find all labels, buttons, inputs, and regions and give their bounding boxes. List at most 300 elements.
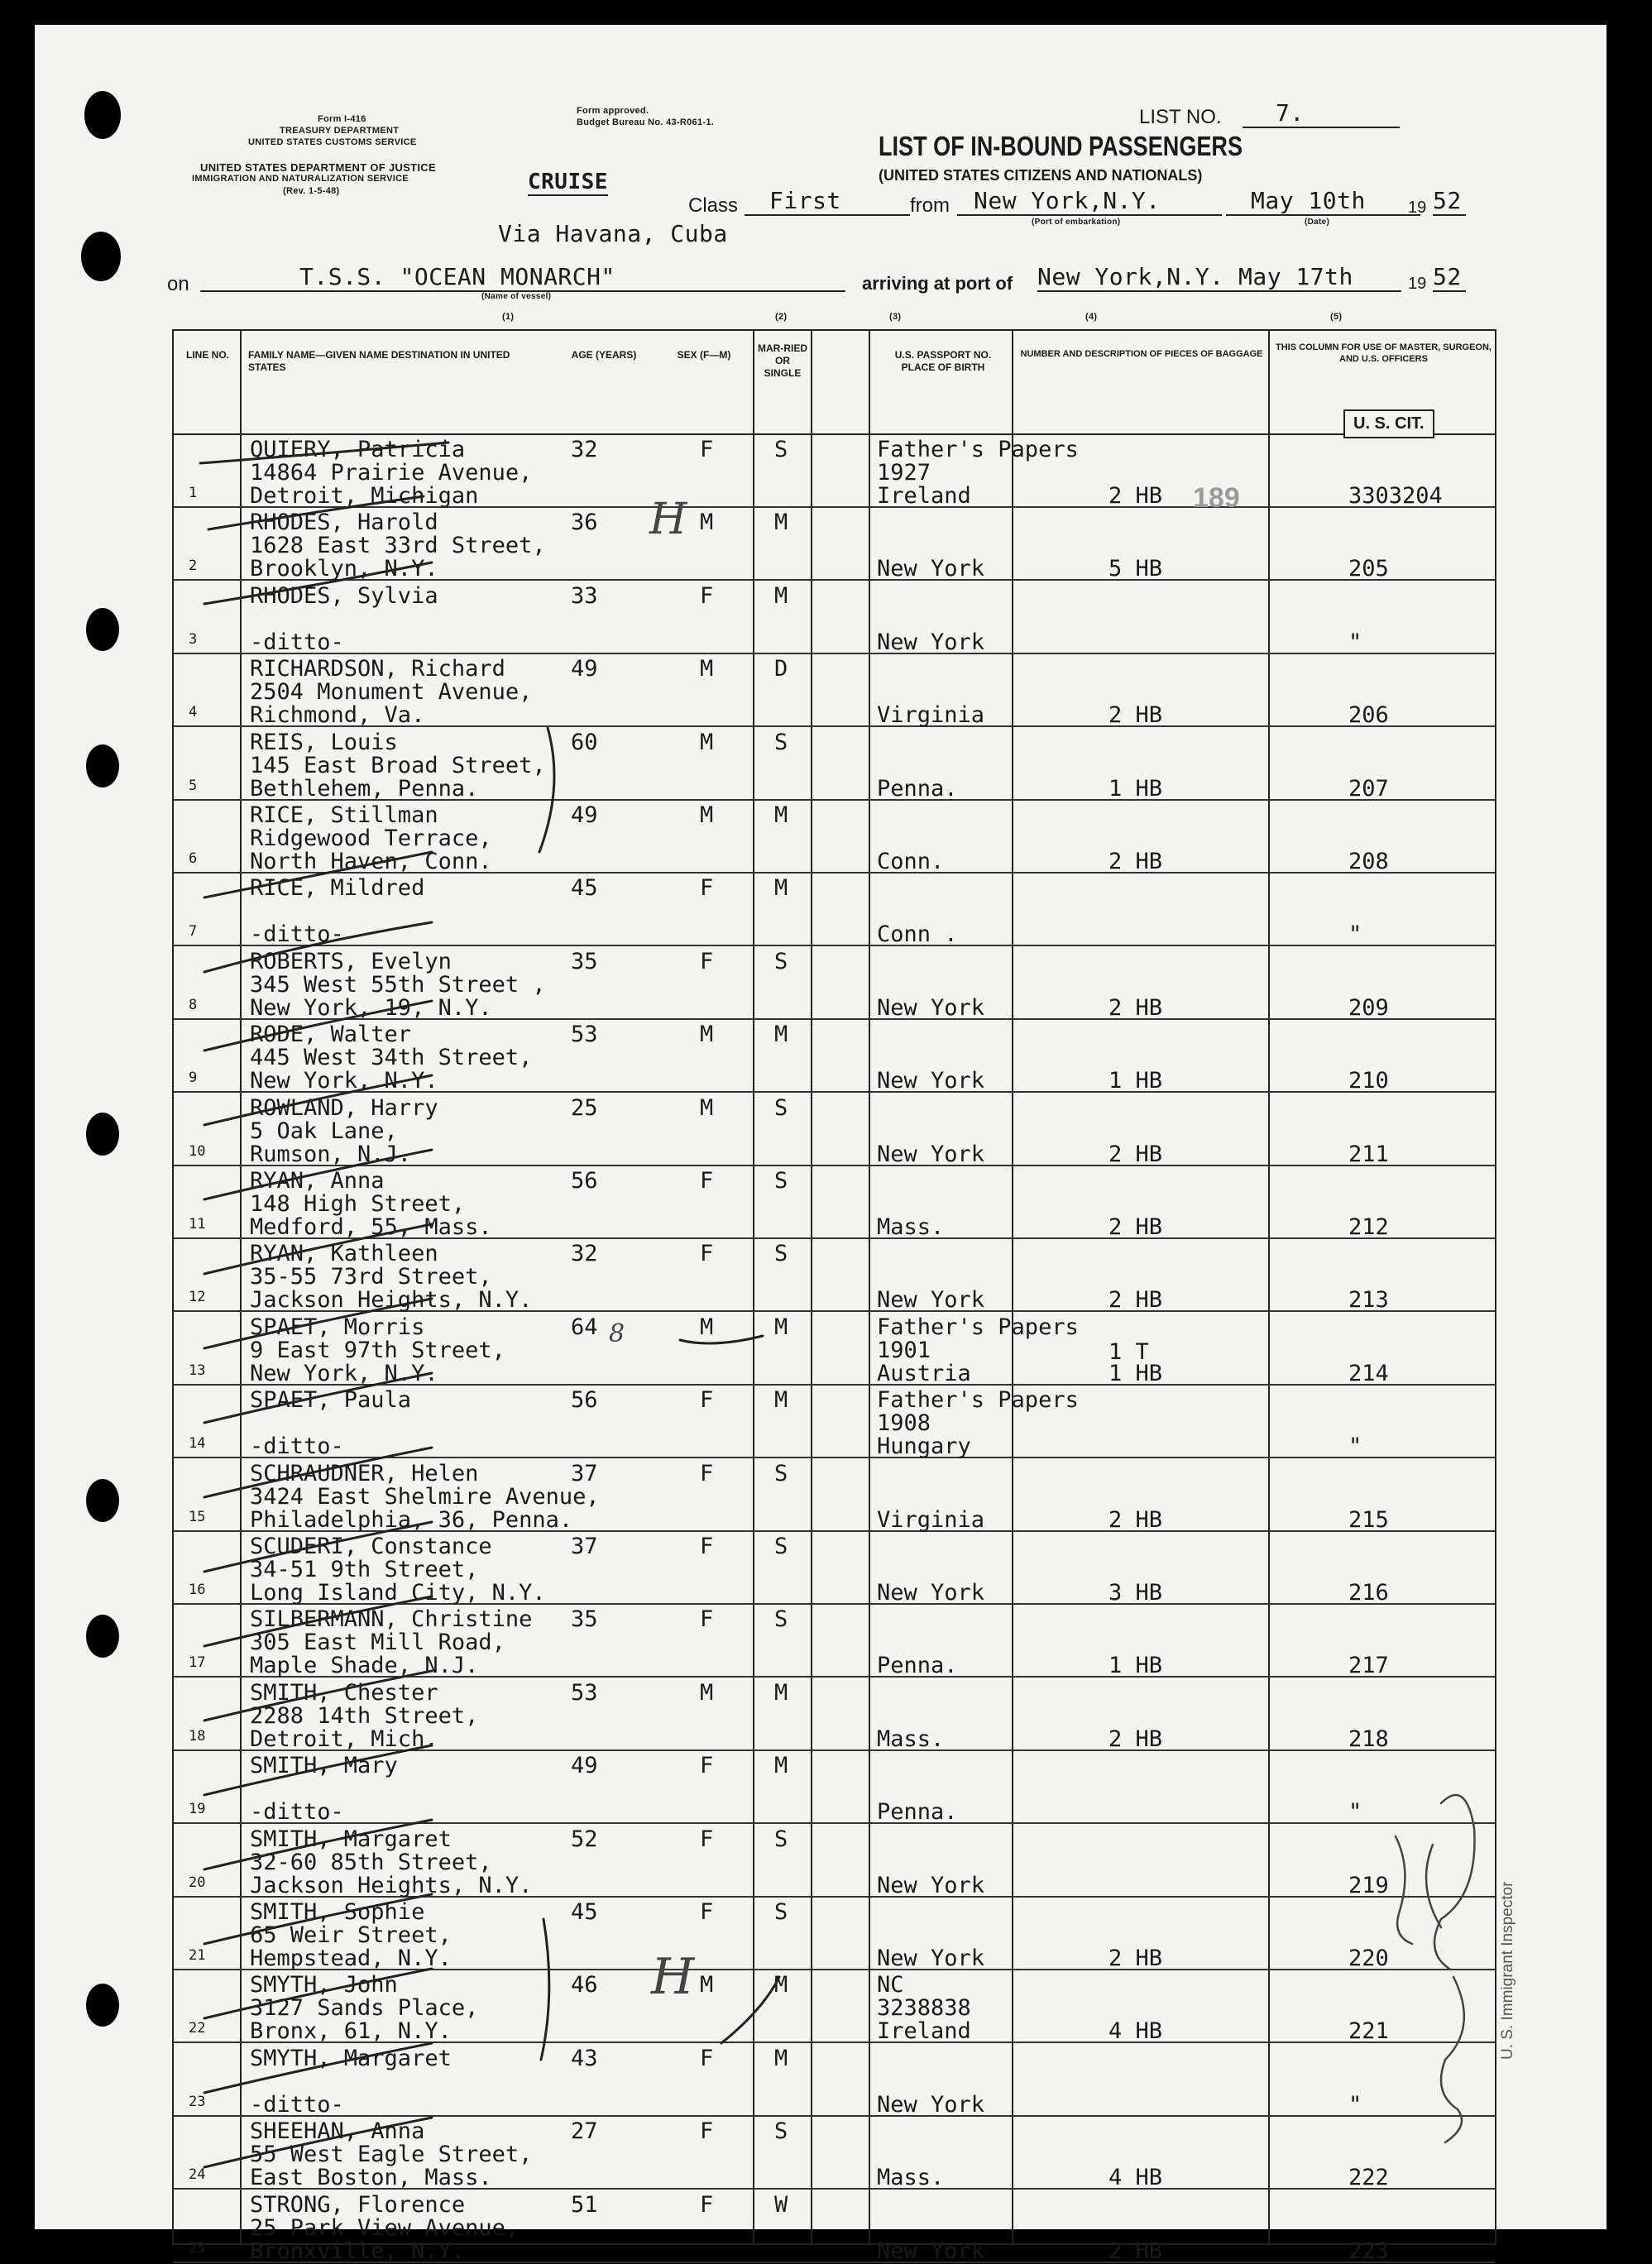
- age: 60: [571, 729, 598, 755]
- arriving-label: arriving at port of: [862, 273, 1013, 294]
- age: 49: [571, 656, 598, 682]
- address-city: -ditto-: [250, 2091, 344, 2118]
- sex: M: [700, 1022, 714, 1048]
- marital-status: S: [774, 1534, 788, 1559]
- cruise-label: CRUISE: [528, 170, 608, 194]
- marital-status: S: [774, 1094, 788, 1121]
- page-subtitle: (UNITED STATES CITIZENS AND NATIONALS): [879, 167, 1203, 184]
- officer-use: 206: [1348, 702, 1389, 729]
- address-city: Jackson Heights, N.Y.: [250, 1872, 533, 1898]
- sex: F: [700, 1534, 714, 1559]
- check-stroke: [204, 922, 432, 972]
- column-number: (2): [775, 312, 788, 322]
- pencil-bracket: [539, 728, 554, 852]
- officer-use: 219: [1348, 1872, 1389, 1898]
- check-stroke: [204, 1671, 432, 1721]
- address-city: North Haven, Conn.: [250, 849, 492, 874]
- line-number: 8: [189, 996, 198, 1013]
- place-of-birth: Penna.: [877, 775, 958, 802]
- address-city: East Boston, Mass.: [250, 2165, 492, 2191]
- passenger-name: RICHARDSON, Richard: [250, 656, 505, 682]
- officer-use: 222: [1348, 2165, 1389, 2191]
- baggage: 4 HB: [1109, 2165, 1163, 2191]
- marital-status: S: [774, 729, 788, 755]
- sex: M: [700, 1314, 714, 1340]
- address-city: Rumson, N.J.: [250, 1141, 412, 1167]
- baggage-extra: 1 HB: [1109, 1360, 1163, 1386]
- place-of-birth: Virginia: [877, 702, 985, 729]
- check-stroke: [204, 1373, 432, 1423]
- check-stroke: [204, 1448, 432, 1497]
- column-number: (5): [1330, 312, 1343, 322]
- address-city: Maple Shade, N.J.: [250, 1653, 479, 1679]
- us-citizen-stamp: U. S. CIT.: [1343, 409, 1434, 438]
- marital-status: M: [774, 875, 788, 902]
- passport-line-1: Father's Papers: [877, 1314, 1079, 1340]
- header-married: MAR-RIED OR SINGLE: [758, 342, 807, 379]
- arrival-year: 52: [1433, 263, 1466, 292]
- sex: M: [700, 1094, 714, 1121]
- officer-use: 211: [1348, 1141, 1389, 1167]
- route-via: Via Havana, Cuba: [498, 220, 728, 247]
- baggage: 3 HB: [1109, 1580, 1163, 1606]
- officer-use: 214: [1348, 1360, 1389, 1386]
- officer-use: 212: [1348, 1214, 1389, 1240]
- line-number: 15: [189, 1508, 206, 1525]
- baggage: 2 HB: [1109, 702, 1163, 729]
- sex: F: [700, 875, 714, 902]
- passenger-name: SMITH, Chester: [250, 1679, 438, 1706]
- sex: F: [700, 1606, 714, 1633]
- address-city: Richmond, Va.: [250, 702, 425, 729]
- passenger-name: ROWLAND, Harry: [250, 1094, 438, 1121]
- passenger-name: RICE, Stillman: [250, 802, 438, 828]
- baggage: 2 HB: [1109, 1506, 1163, 1533]
- passenger-name: RYAN, Kathleen: [250, 1241, 438, 1267]
- line-number: 3: [189, 630, 198, 648]
- age: 56: [571, 1387, 598, 1414]
- address-street: 55 West Eagle Street,: [250, 2142, 533, 2168]
- address-city: New York, N.Y.: [250, 1068, 438, 1094]
- passenger-name: SMITH, Sophie: [250, 1899, 425, 1925]
- officer-use: 223: [1348, 2238, 1389, 2264]
- address-city: Bronx, 61, N.Y.: [250, 2018, 452, 2045]
- pencil-mark: 8: [609, 1319, 625, 1348]
- age: 46: [571, 1972, 598, 1998]
- pencil-mark: H: [649, 495, 687, 544]
- age: 53: [571, 1022, 598, 1048]
- dept-line: IMMIGRATION AND NATURALIZATION SERVICE: [192, 174, 409, 184]
- address-city: New York, N.Y.: [250, 1360, 438, 1386]
- sex: M: [700, 656, 714, 682]
- address-street: 34-51 9th Street,: [250, 1557, 479, 1582]
- page-title: LIST OF IN-BOUND PASSENGERS: [879, 131, 1243, 161]
- marital-status: M: [774, 1314, 788, 1340]
- age: 35: [571, 1606, 598, 1633]
- passenger-name: REIS, Louis: [250, 729, 398, 755]
- address-street: 65 Weir Street,: [250, 1922, 452, 1948]
- vessel-caption: (Name of vessel): [481, 292, 552, 301]
- officer-use: 213: [1348, 1287, 1389, 1314]
- check-stroke: [204, 1001, 432, 1051]
- passport-line-2: 3238838: [877, 1995, 971, 2022]
- place-of-birth: Conn .: [877, 921, 958, 948]
- line-number: 4: [189, 704, 198, 721]
- address-street: Ridgewood Terrace,: [250, 826, 492, 851]
- column-number: (4): [1085, 312, 1098, 322]
- officer-use: ": [1348, 1434, 1362, 1460]
- marital-status: S: [774, 1826, 788, 1852]
- check-stroke: [204, 2118, 432, 2167]
- class-label: Class: [688, 194, 739, 217]
- place-of-birth: Penna.: [877, 1799, 958, 1826]
- marital-status: M: [774, 1972, 788, 1998]
- address-street: 25 Park View Avenue,: [250, 2214, 520, 2241]
- address-city: Detroit, Michigan: [250, 483, 479, 509]
- marital-status: M: [774, 1753, 788, 1779]
- age: 33: [571, 582, 598, 609]
- check-stroke: [204, 562, 432, 604]
- age: 36: [571, 510, 598, 536]
- place-of-birth: New York: [877, 1580, 985, 1606]
- check-stroke: [204, 1522, 432, 1572]
- column-number: (1): [502, 312, 515, 322]
- sex: F: [700, 1241, 714, 1267]
- sex: F: [700, 582, 714, 609]
- marital-status: M: [774, 1387, 788, 1414]
- header-passport: U.S. PASSPORT NO. PLACE OF BIRTH: [894, 349, 992, 373]
- dept-line: UNITED STATES CUSTOMS SERVICE: [248, 137, 417, 147]
- marital-status: S: [774, 1460, 788, 1486]
- address-city: Bronxville, N.Y.: [250, 2238, 466, 2264]
- address-city: Brooklyn, N.Y.: [250, 556, 438, 582]
- address-city: -ditto-: [250, 629, 344, 655]
- departure-date: May 10th: [1226, 187, 1420, 216]
- officer-use: 207: [1348, 775, 1389, 802]
- pencil-mark: H: [651, 1948, 695, 2006]
- address-city: Philadelphia, 36, Penna.: [250, 1506, 573, 1533]
- address-street: 35-55 73rd Street,: [250, 1264, 492, 1290]
- baggage: 5 HB: [1109, 556, 1163, 582]
- address-city: -ditto-: [250, 1434, 344, 1460]
- passport-line-1: Father's Papers: [877, 437, 1079, 462]
- line-number: 5: [189, 777, 198, 794]
- line-number: 12: [189, 1289, 206, 1306]
- approved-note: Form approved.: [577, 106, 649, 116]
- baggage: 2 HB: [1109, 483, 1163, 509]
- baggage: 2 HB: [1109, 994, 1163, 1021]
- baggage: 1 HB: [1109, 775, 1163, 802]
- age: 27: [571, 2118, 598, 2145]
- baggage: 1 HB: [1109, 1653, 1163, 1679]
- sex: F: [700, 1899, 714, 1925]
- officer-use: 205: [1348, 556, 1389, 582]
- address-city: Long Island City, N.Y.: [250, 1580, 546, 1606]
- class-value: First: [745, 187, 910, 216]
- marital-status: M: [774, 510, 788, 536]
- inspector-signature: [1396, 1795, 1475, 2142]
- address-city: -ditto-: [250, 1799, 344, 1826]
- line-number: 16: [189, 1582, 206, 1598]
- line-number: 25: [189, 2239, 206, 2257]
- place-of-birth: Mass.: [877, 2165, 945, 2191]
- address-street: 2504 Monument Avenue,: [250, 679, 533, 706]
- age: 51: [571, 2191, 598, 2218]
- marital-status: S: [774, 1899, 788, 1925]
- arrival-port-date: New York,N.Y. May 17th: [1037, 263, 1401, 292]
- line-number: 23: [189, 2093, 206, 2110]
- line-number: 20: [189, 1874, 206, 1891]
- place-of-birth: Ireland: [877, 483, 971, 509]
- baggage: 2 HB: [1109, 1946, 1163, 1971]
- baggage: 4 HB: [1109, 2018, 1163, 2045]
- passenger-name: SCUDERI, Constance: [250, 1534, 492, 1559]
- address-city: Detroit, Mich.: [250, 1726, 438, 1752]
- place-of-birth: Hungary: [877, 1434, 971, 1460]
- place-of-birth: Mass.: [877, 1214, 945, 1240]
- passenger-name: RICE, Mildred: [250, 875, 425, 902]
- baggage: 2 HB: [1109, 1214, 1163, 1240]
- line-number: 9: [189, 1070, 198, 1087]
- revision: (Rev. 1-5-48): [283, 186, 340, 196]
- address-street: 32-60 85th Street,: [250, 1849, 492, 1875]
- marital-status: M: [774, 2045, 788, 2071]
- officer-use: ": [1348, 921, 1362, 948]
- officer-use: 217: [1348, 1653, 1389, 1679]
- place-of-birth: Virginia: [877, 1506, 985, 1533]
- age: 53: [571, 1679, 598, 1706]
- check-stroke: [204, 1820, 432, 1869]
- place-of-birth: New York: [877, 1872, 985, 1898]
- officer-use: 221: [1348, 2018, 1389, 2045]
- dept-line: UNITED STATES DEPARTMENT OF JUSTICE: [200, 161, 436, 174]
- header-age: AGE (YEARS): [571, 349, 637, 361]
- header-baggage: NUMBER AND DESCRIPTION OF PIECES OF BAGGAGE: [1020, 349, 1263, 359]
- baggage: 1 T: [1109, 1338, 1149, 1365]
- place-of-birth: New York: [877, 556, 985, 582]
- address-street: 305 East Mill Road,: [250, 1630, 505, 1656]
- list-label: LIST NO.: [1139, 106, 1222, 128]
- year-prefix: 19: [1408, 199, 1427, 217]
- passenger-name: SPAET, Morris: [250, 1314, 425, 1340]
- officer-use: ": [1348, 1799, 1362, 1826]
- marital-status: S: [774, 1168, 788, 1194]
- header-sex: SEX (F—M): [677, 349, 731, 361]
- check-stroke: [204, 1894, 432, 1944]
- age: 45: [571, 875, 598, 902]
- departure-year: 52: [1433, 187, 1466, 216]
- baggage: 2 HB: [1109, 1141, 1163, 1167]
- officer-use: 216: [1348, 1580, 1389, 1606]
- marital-status: S: [774, 1606, 788, 1633]
- age: 49: [571, 802, 598, 828]
- address-city: Medford, 55, Mass.: [250, 1214, 492, 1240]
- address-street: 14864 Prairie Avenue,: [250, 460, 533, 486]
- passenger-name: RODE, Walter: [250, 1022, 412, 1048]
- check-stroke: [204, 1745, 432, 1795]
- place-of-birth: Penna.: [877, 1653, 958, 1679]
- passenger-name: RHODES, Sylvia: [250, 582, 438, 609]
- place-of-birth: New York: [877, 1946, 985, 1971]
- pencil-strokes: [35, 25, 1607, 2229]
- baggage: 2 HB: [1109, 1287, 1163, 1314]
- port-of-embarkation: New York,N.Y.: [957, 187, 1222, 216]
- age: 52: [571, 1826, 598, 1852]
- address-city: Jackson Heights, N.Y.: [250, 1287, 533, 1314]
- baggage: 2 HB: [1109, 849, 1163, 874]
- passenger-name: SMITH, Mary: [250, 1753, 398, 1779]
- address-city: New York, 19, N.Y.: [250, 994, 492, 1021]
- address-city: -ditto-: [250, 921, 344, 948]
- officer-use: 218: [1348, 1726, 1389, 1752]
- year-prefix: 19: [1408, 275, 1427, 293]
- line-number: 18: [189, 1727, 206, 1745]
- baggage: 1 HB: [1109, 1068, 1163, 1094]
- line-number: 21: [189, 1947, 206, 1964]
- check-stroke: [204, 1075, 432, 1125]
- sex: M: [700, 802, 714, 828]
- line-number: 1: [189, 485, 198, 501]
- pencil-stroke: [680, 1336, 763, 1343]
- place-of-birth: New York: [877, 629, 985, 655]
- line-number: 22: [189, 2020, 206, 2037]
- date-caption: (Date): [1305, 218, 1330, 227]
- address-street: 3424 East Shelmire Avenue,: [250, 1483, 600, 1510]
- sex: F: [700, 2118, 714, 2145]
- marital-status: M: [774, 802, 788, 828]
- pencil-stroke: [721, 1977, 779, 2043]
- place-of-birth: Austria: [877, 1360, 971, 1386]
- line-number: 19: [189, 1801, 206, 1818]
- place-of-birth: New York: [877, 1141, 985, 1167]
- sex: F: [700, 2045, 714, 2071]
- check-stroke: [204, 852, 432, 897]
- document-page: [35, 25, 1607, 2264]
- address-street: 2288 14th Street,: [250, 1702, 479, 1729]
- check-stroke: [204, 1224, 432, 1274]
- officer-use: 215: [1348, 1506, 1389, 1533]
- address-street: 148 High Street,: [250, 1191, 466, 1217]
- passport-line-2: 1901: [877, 1337, 931, 1363]
- officer-use: ": [1348, 2091, 1362, 2118]
- officer-use: 209: [1348, 994, 1389, 1021]
- line-number: 7: [189, 923, 198, 941]
- address-street: 445 West 34th Street,: [250, 1045, 533, 1071]
- budget-note: Budget Bureau No. 43-R061-1.: [577, 117, 715, 127]
- sex: M: [700, 729, 714, 755]
- passenger-name: SMYTH, John: [250, 1972, 398, 1998]
- age: 64: [571, 1314, 598, 1340]
- faint-stamp-number: 189: [1193, 482, 1240, 514]
- officer-use: 3303204: [1348, 483, 1443, 509]
- passenger-name: ROBERTS, Evelyn: [250, 948, 452, 974]
- sex: F: [700, 1168, 714, 1194]
- marital-status: D: [774, 656, 788, 682]
- sex: M: [700, 510, 714, 536]
- line-number: 14: [189, 1435, 206, 1453]
- pencil-bracket: [541, 1919, 549, 2060]
- address-street: 5 Oak Lane,: [250, 1118, 398, 1144]
- place-of-birth: New York: [877, 994, 985, 1021]
- passport-line-1: Father's Papers: [877, 1387, 1079, 1414]
- check-stroke: [204, 1969, 432, 2018]
- on-label: on: [167, 273, 189, 295]
- marital-status: W: [774, 2191, 788, 2218]
- inspector-caption: U. S. Immigrant Inspector: [1499, 1881, 1516, 2060]
- line-number: 6: [189, 850, 198, 867]
- port-embark-caption: (Port of embarkation): [1032, 218, 1121, 227]
- sex: M: [700, 1679, 714, 1706]
- check-stroke: [204, 1596, 432, 1646]
- passenger-name: SMYTH, Margaret: [250, 2045, 452, 2071]
- passenger-name: QUIERY, Patricia: [250, 437, 466, 462]
- header-officers: THIS COLUMN FOR USE OF MASTER, SURGEON, AND U.S. OFFICERS: [1276, 342, 1492, 364]
- address-street: 3127 Sands Place,: [250, 1995, 479, 2022]
- age: 37: [571, 1460, 598, 1486]
- vessel-name: T.S.S. "OCEAN MONARCH": [200, 263, 845, 292]
- sex: F: [700, 1460, 714, 1486]
- form-number: Form I-416: [318, 114, 366, 124]
- age: 56: [571, 1168, 598, 1194]
- officer-use: 210: [1348, 1068, 1389, 1094]
- baggage: 2 HB: [1109, 1726, 1163, 1752]
- officer-use: ": [1348, 629, 1362, 655]
- check-stroke: [204, 1150, 432, 1199]
- address-street: 9 East 97th Street,: [250, 1337, 505, 1363]
- age: 43: [571, 2045, 598, 2071]
- address-street: 345 West 55th Street ,: [250, 971, 546, 998]
- passenger-name: STRONG, Florence: [250, 2191, 466, 2218]
- place-of-birth: Ireland: [877, 2018, 971, 2045]
- line-number: 24: [189, 2166, 206, 2184]
- list-number: 7.: [1243, 99, 1400, 128]
- check-stroke: [204, 1299, 432, 1348]
- passport-line-1: NC: [877, 1972, 904, 1998]
- age: 35: [571, 948, 598, 974]
- check-stroke: [208, 496, 424, 529]
- baggage: 2 HB: [1109, 2238, 1163, 2264]
- place-of-birth: New York: [877, 1287, 985, 1314]
- header-name: FAMILY NAME—GIVEN NAME DESTINATION IN UNITED STATES: [248, 349, 510, 373]
- line-number: 13: [189, 1362, 206, 1379]
- passenger-name: SMITH, Margaret: [250, 1826, 452, 1852]
- from-label: from: [910, 194, 950, 217]
- address-city: Hempstead, N.Y.: [250, 1946, 452, 1971]
- header-line-no: LINE NO.: [185, 349, 229, 361]
- passenger-name: SCHRAUDNER, Helen: [250, 1460, 479, 1486]
- officer-use: 208: [1348, 849, 1389, 874]
- marital-status: S: [774, 437, 788, 462]
- sex: F: [700, 1387, 714, 1414]
- marital-status: S: [774, 948, 788, 974]
- sex: F: [700, 437, 714, 462]
- passport-line-2: 1927: [877, 460, 931, 486]
- line-number: 10: [189, 1142, 206, 1160]
- place-of-birth: Conn.: [877, 849, 945, 874]
- marital-status: M: [774, 582, 788, 609]
- age: 37: [571, 1534, 598, 1559]
- line-number: 2: [189, 558, 198, 575]
- sex: M: [700, 1972, 714, 1998]
- officer-use: 220: [1348, 1946, 1389, 1971]
- address-street: 145 East Broad Street,: [250, 752, 546, 778]
- address-street: 1628 East 33rd Street,: [250, 533, 546, 559]
- sex: F: [700, 1826, 714, 1852]
- age: 32: [571, 1241, 598, 1267]
- place-of-birth: New York: [877, 2091, 985, 2118]
- marital-status: M: [774, 1022, 788, 1048]
- sex: F: [700, 1753, 714, 1779]
